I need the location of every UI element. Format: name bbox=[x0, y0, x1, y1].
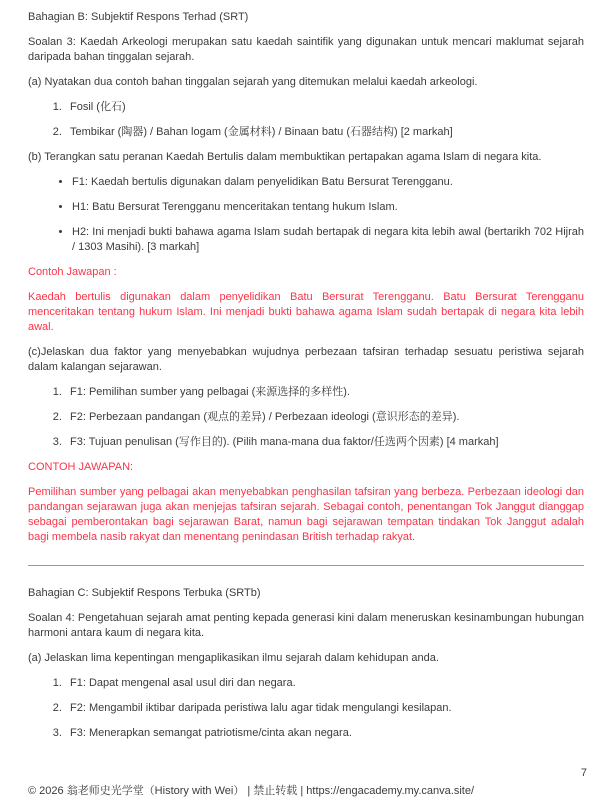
page-number: 7 bbox=[580, 767, 587, 779]
list-item: 2. F2: Mengambil iktibar daripada peristiwa lalu agar tidak mengulangi kesilapan. bbox=[65, 701, 584, 716]
contoh-jawapan-heading-c: CONTOH JAWAPAN: bbox=[28, 461, 134, 473]
contoh-jawapan-text-c: Pemilihan sumber yang pelbagai akan menyebabkan penghasilan tafsiran yang berbeza. Perbezaan ideologi dan pandangan sejarawan juga akan menjejas tafsiran sejarah. Sebagai contoh, penentangan Tok Janggut dianggap sebagai pemberontakan bagi sejarawan Barat, namun bagi sejarawan tempatan tindakan Tok Janggut adalah bagi membela nasib rakyat dan menentang penindasan British terhadap rakyat. bbox=[28, 486, 584, 543]
section-c-part-a-prompt: (a) Jelaskan lima kepentingan mengaplikasikan ilmu sejarah dalam kehidupan anda. bbox=[28, 652, 439, 664]
part-b-bullet-list bbox=[28, 175, 584, 255]
list-item: 3. F3: Menerapkan semangat patriotisme/cinta akan negara. bbox=[65, 726, 584, 741]
part-a-list bbox=[28, 100, 584, 140]
list-item: 1. Fosil (化石) bbox=[65, 100, 584, 115]
part-b-prompt: (b) Terangkan satu peranan Kaedah Bertulis dalam membuktikan pertapakan agama Islam di negara kita. bbox=[28, 151, 542, 163]
list-item: 1. F1: Pemilihan sumber yang pelbagai (来源选择的多样性). bbox=[65, 385, 584, 400]
part-c-list bbox=[28, 385, 584, 450]
section-divider bbox=[28, 565, 584, 566]
page-footer: © 2026 翁老师史光学堂（History with Wei） | 禁止转载 | https://engacademy.my.canva.site/ bbox=[28, 785, 474, 797]
list-item: • F1: Kaedah bertulis digunakan dalam penyelidikan Batu Bersurat Terengganu. bbox=[72, 175, 584, 190]
list-item: • H1: Batu Bersurat Terengganu menceritakan tentang hukum Islam. bbox=[72, 200, 584, 215]
section-c-heading: Bahagian C: Subjektif Respons Terbuka (SRTb) bbox=[28, 587, 261, 599]
question-3-intro: Soalan 3: Kaedah Arkeologi merupakan satu kaedah saintifik yang digunakan untuk mencari maklumat sejarah daripada bahan tinggalan sejarah. bbox=[28, 36, 584, 63]
list-item: 2. Tembikar (陶器) / Bahan logam (金属材料) / Binaan batu (石器结构) [2 markah] bbox=[65, 125, 584, 140]
section-b-heading: Bahagian B: Subjektif Respons Terhad (SRT) bbox=[28, 11, 249, 23]
contoh-jawapan-text-b: Kaedah bertulis digunakan dalam penyelidikan Batu Bersurat Terengganu. Batu Bersurat Terengganu menceritakan tentang hukum Islam. Ini menjadi bukti bahawa agama Islam sudah bertapak di negara kita lebih awal. bbox=[28, 291, 584, 333]
part-c-prompt: (c)Jelaskan dua faktor yang menyebabkan wujudnya perbezaan tafsiran terhadap sesuatu peristiwa sejarah dalam kalangan sejarawan. bbox=[28, 346, 584, 373]
list-item: • H2: Ini menjadi bukti bahawa agama Islam sudah bertapak di negara kita lebih awal (bertarikh 702 Hijrah / 1303 Masihi). [3 markah] bbox=[72, 225, 584, 255]
part-a-prompt: (a) Nyatakan dua contoh bahan tinggalan sejarah yang ditemukan melalui kaedah arkeologi. bbox=[28, 76, 478, 88]
question-4-intro: Soalan 4: Pengetahuan sejarah amat penting kepada generasi kini dalam meneruskan kesinambungan hubungan harmoni antara kaum di negara kita. bbox=[28, 612, 584, 639]
contoh-jawapan-heading-b: Contoh Jawapan : bbox=[28, 266, 117, 278]
list-item: 2. F2: Perbezaan pandangan (观点的差异) / Perbezaan ideologi (意识形态的差异). bbox=[65, 410, 584, 425]
list-item: 3. F3: Tujuan penulisan (写作目的). (Pilih mana-mana dua faktor/任选两个因素) [4 markah] bbox=[65, 435, 584, 450]
section-c-part-a-list bbox=[28, 676, 584, 741]
list-item: 1. F1: Dapat mengenal asal usul diri dan negara. bbox=[65, 676, 584, 691]
